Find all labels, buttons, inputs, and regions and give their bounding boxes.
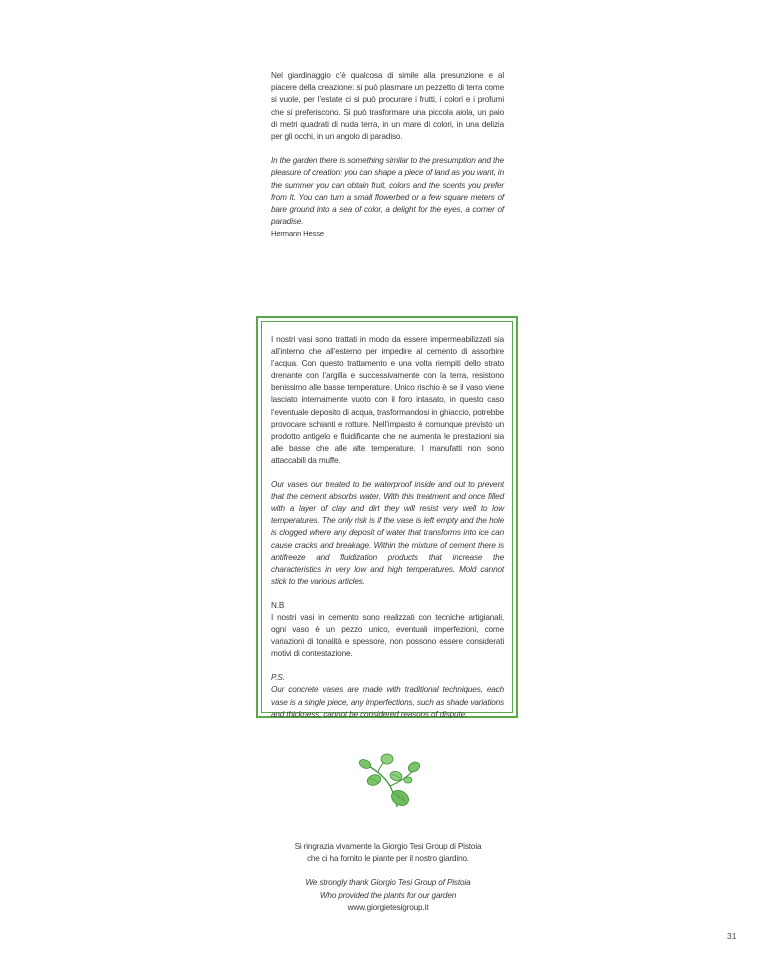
thanks-italian-line1: Si ringrazia vivamente la Giorgio Tesi Group di Pistoia [294,842,482,851]
quote-english: In the garden there is something similar to the presumption and the pleasure of creation: you can shape a piece of land as you want, in the summer you can obtain fruit, colors and the scents you prefer from It. You can turn a small flowerbed or a few square meters of bare ground into a sea of color, a delight for the eyes, a corner of paradise. [271,156,504,227]
notice-english: Our vases our treated to be waterproof inside and out to prevent that the cement absorbs water. With this treatment and once filled with a layer of clay and dirt they will resist very well to low temperatures. The only risk is if the vase is left empty and the hole is clogged where any deposit of water that transforms into ice can cause cracks and breakage. Within the mixture of cement there is antifreeze and fluidization products that increase the characteristics in very low and high temperatures. Mold cannot stick to the various articles. [271,480,504,586]
thanks-english-line2: Who provided the plants for our garden [319,890,457,900]
thanks-english-line1: We strongly thank Giorgio Tesi Group of Pistoia [305,878,471,888]
nb-text: I nostri vasi in cemento sono realizzati con tecniche artigianali, ogni vaso è un pezzo unico, eventuali imperfezioni, come variazioni di tonalità e spessore, non possono essere considerati motivi di contestazione. [271,612,504,659]
leaf-branch-icon [356,752,422,810]
page-number: 31 [727,931,737,941]
nb-label: N.B [271,600,285,610]
thanks-block [250,841,526,914]
quote-italian: Nel giardinaggio c’è qualcosa di simile alla presunzione e al piacere della creazione: si può plasmare un pezzetto di terra come si vuole, per l’estate ci si può procurare i frutti, i colori e i profumi che si preferiscono. Si può trasformare una piccola aiola, un paio di metri quadrati di nuda terra, in un mare di colori, in una delizia per gli occhi, in un angolo di paradiso. [271,71,504,142]
notice-italian: I nostri vasi sono trattati in modo da essere impermeabilizzati sia all’interno che all’esterno per impedire al cemento di assorbire l’acqua. Con questo trattamento e una volta riempiti dello strato drenante con l’argilla e successivamente con la terra, resistono benissimo alle basse temperature. Unico rischio è se il vaso viene lasciato internamente vuoto con il foro intasato, in questo caso l’eventuale deposito di acqua, trasformandosi in ghiaccio, potrebbe provocare schianti e rotture. Nell’impasto è comunque previsto un prodotto antigelo e fluidificante che ne aumenta le prestazioni sia alle basse che alle alte temperature. I manufatti non sono attaccabili da muffe. [271,335,504,465]
notice-text [271,334,504,721]
ps-text: Our concrete vases are made with traditional techniques, each vase is a single piece, any imperfections, such as shade variations and thickness, cannot be considered reasons of dispute. [271,685,504,719]
hesse-quote [271,70,504,239]
ps-label: P.S. [271,673,285,683]
thanks-website: www.giorgietesigroup.it [347,902,429,912]
thanks-italian-line2: che ci ha fornito le piante per il nostro giardino. [306,854,470,864]
quote-author: Hermann Hesse [271,229,324,239]
